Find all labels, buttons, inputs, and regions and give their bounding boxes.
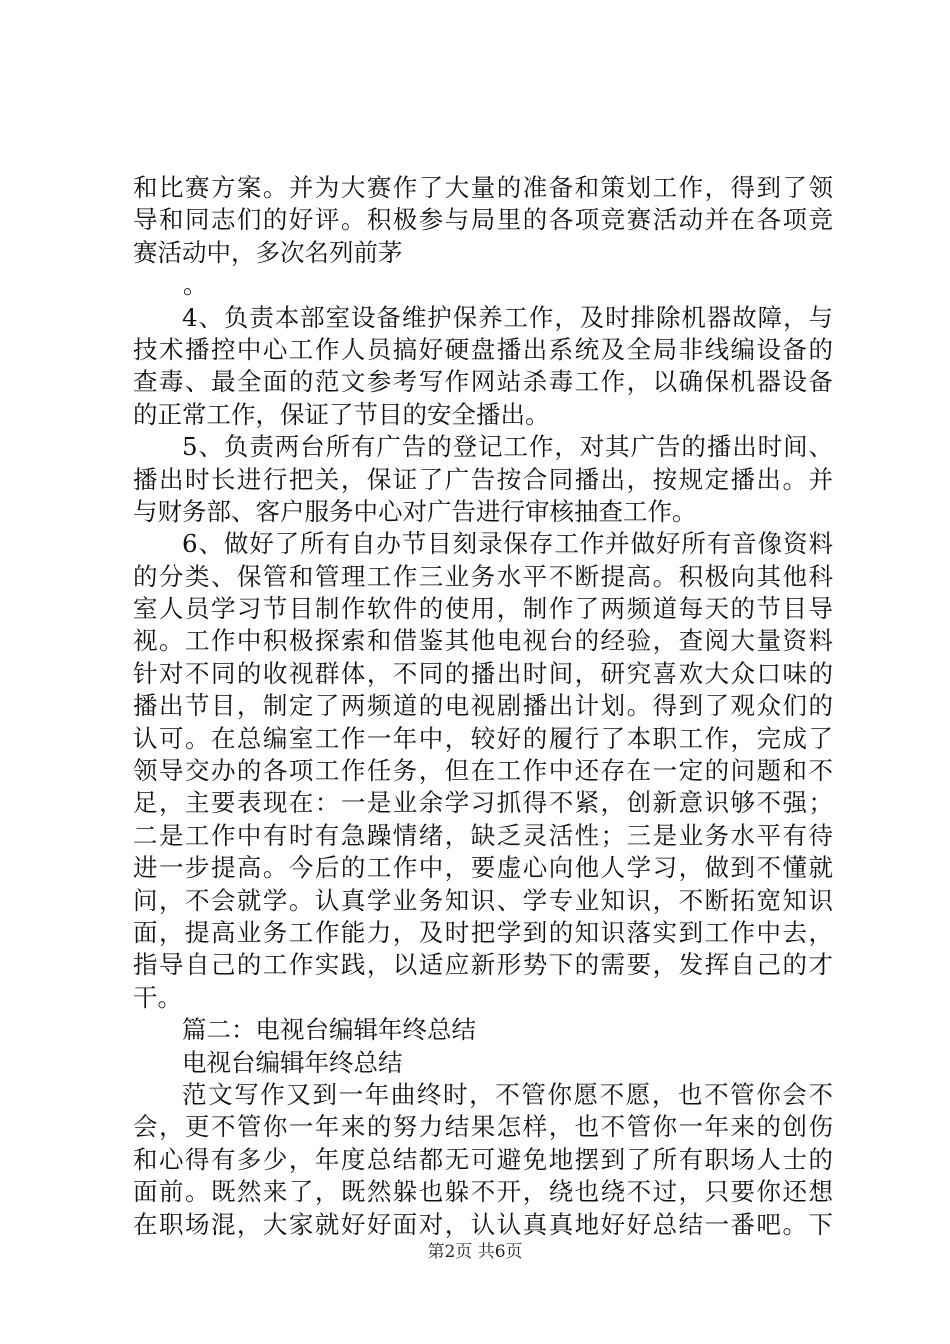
text-line: 与财务部、客户服务中心对广告进行审核抽查工作。 bbox=[133, 496, 697, 526]
page-number-footer: 第2页 共6页 bbox=[427, 1242, 523, 1262]
paragraph-item-6: 6、做好了所有自办节目刻录保存工作并做好所有音像资料 bbox=[182, 529, 833, 559]
text-line: 面前。既然来了，既然躲也躲不开，绕也绕不过，只要你还想 bbox=[133, 1177, 833, 1207]
text-line: 的分类、保管和管理工作三业务水平不断提高。积极向其他科 bbox=[133, 561, 833, 591]
document-body bbox=[133, 172, 833, 1241]
text-line: 导和同志们的好评。积极参与局里的各项竞赛活动并在各项竞 bbox=[133, 205, 833, 235]
text-line: 指导自己的工作实践，以适应新形势下的需要，发挥自己的才 bbox=[133, 950, 833, 980]
text-line: 技术播控中心工作人员搞好硬盘播出系统及全局非线编设备的 bbox=[133, 334, 833, 364]
text-line: 问，不会就学。认真学业务知识、学专业知识，不断拓宽知识 bbox=[133, 885, 833, 915]
text-line: 会，更不管你一年来的努力结果怎样，也不管你一年来的创伤 bbox=[133, 1112, 833, 1142]
text-line: 范文写作又到一年曲终时，不管你愿不愿，也不管你会不 bbox=[182, 1079, 833, 1109]
text-line: 和比赛方案。并为大赛作了大量的准备和策划工作，得到了领 bbox=[133, 173, 833, 202]
text-line: 播出时长进行把关，保证了广告按合同播出，按规定播出。并 bbox=[133, 464, 833, 494]
section-heading: 篇二：电视台编辑年终总结 bbox=[182, 1015, 476, 1045]
text-line: 查毒、最全面的范文参考写作网站杀毒工作，以确保机器设备 bbox=[133, 367, 833, 397]
text-line: 赛活动中，多次名列前茅 bbox=[133, 237, 403, 267]
paragraph-item-5: 5、负责两台所有广告的登记工作，对其广告的播出时间、 bbox=[182, 432, 833, 462]
text-line: 和心得有多少，年度总结都无可避免地摆到了所有职场人士的 bbox=[133, 1144, 833, 1174]
document-title: 电视台编辑年终总结 bbox=[182, 1047, 403, 1077]
text-line: 针对不同的收视群体，不同的播出时间，研究喜欢大众口味的 bbox=[133, 658, 833, 688]
text-line: 面，提高业务工作能力，及时把学到的知识落实到工作中去， bbox=[133, 917, 833, 947]
text-line: 室人员学习节目制作软件的使用，制作了两频道每天的节目导 bbox=[133, 594, 833, 624]
text-line: 认可。在总编室工作一年中，较好的履行了本职工作，完成了 bbox=[133, 723, 833, 753]
text-line: 的正常工作，保证了节目的安全播出。 bbox=[133, 399, 550, 429]
text-line: 领导交办的各项工作任务，但在工作中还存在一定的问题和不 bbox=[133, 756, 833, 786]
text-line: 在职场混，大家就好好面对，认认真真地好好总结一番吧。下 bbox=[133, 1209, 833, 1239]
text-line: 。 bbox=[183, 270, 208, 300]
text-line: 足，主要表现在：一是业余学习抓得不紧，创新意识够不强； bbox=[133, 788, 833, 818]
text-line: 二是工作中有时有急躁情绪，缺乏灵活性；三是业务水平有待 bbox=[133, 820, 833, 850]
text-line: 干。 bbox=[133, 982, 182, 1012]
paragraph-item-4: 4、负责本部室设备维护保养工作，及时排除机器故障，与 bbox=[182, 302, 833, 332]
text-line: 视。工作中积极探索和借鉴其他电视台的经验，查阅大量资料 bbox=[133, 626, 833, 656]
text-line: 进一步提高。今后的工作中，要虚心向他人学习，做到不懂就 bbox=[133, 853, 833, 883]
text-line: 播出节目，制定了两频道的电视剧播出计划。得到了观众们的 bbox=[133, 691, 833, 721]
